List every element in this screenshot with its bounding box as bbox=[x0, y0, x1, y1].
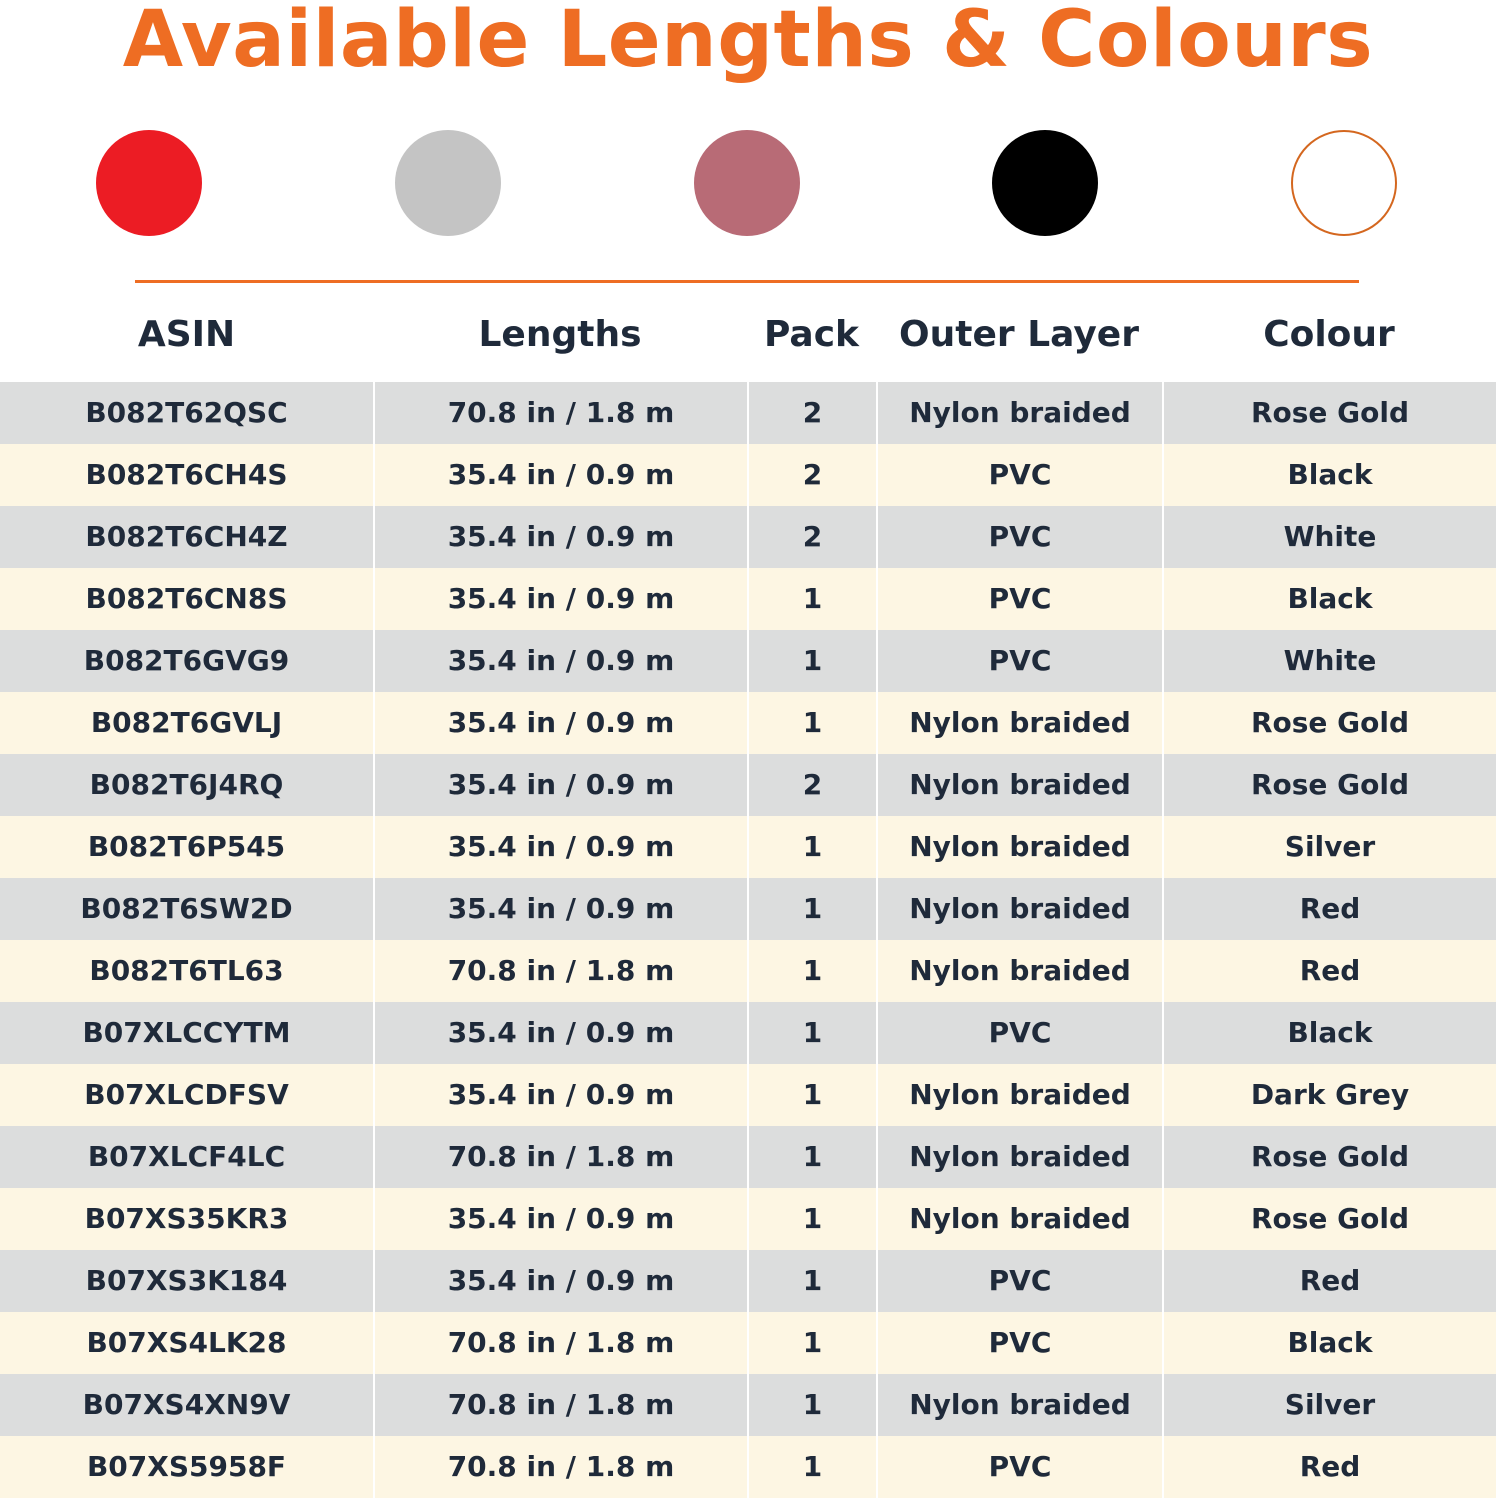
cell-colour: Rose Gold bbox=[1162, 1188, 1496, 1250]
cell-colour: Black bbox=[1162, 444, 1496, 506]
header-lengths: Lengths bbox=[478, 314, 642, 355]
header-outer-layer: Outer Layer bbox=[899, 314, 1139, 355]
header-colour: Colour bbox=[1263, 314, 1395, 355]
cell-outer-layer: PVC bbox=[876, 1250, 1162, 1312]
cell-colour: Silver bbox=[1162, 816, 1496, 878]
cell-lengths: 70.8 in / 1.8 m bbox=[373, 382, 747, 444]
cell-outer-layer: Nylon braided bbox=[876, 382, 1162, 444]
cell-asin: B07XS4XN9V bbox=[82, 1388, 291, 1421]
table-row bbox=[0, 444, 1496, 506]
cell-outer-layer: Nylon braided bbox=[876, 1064, 1162, 1126]
cell-asin: B07XS4LK28 bbox=[86, 1326, 287, 1359]
cell-outer-layer: Nylon braided bbox=[876, 940, 1162, 1002]
cell-lengths: 35.4 in / 0.9 m bbox=[373, 878, 747, 940]
table-row bbox=[0, 1312, 1496, 1374]
cell-lengths: 35.4 in / 0.9 m bbox=[373, 1002, 747, 1064]
swatch-white bbox=[1291, 130, 1397, 236]
table-row bbox=[0, 1126, 1496, 1188]
header-pack: Pack bbox=[764, 314, 859, 355]
cell-colour: Silver bbox=[1162, 1374, 1496, 1436]
table-row bbox=[0, 754, 1496, 816]
cell-asin: B07XS5958F bbox=[86, 1450, 287, 1483]
header-asin: ASIN bbox=[137, 314, 236, 355]
cell-lengths: 35.4 in / 0.9 m bbox=[373, 630, 747, 692]
cell-pack: 1 bbox=[747, 1126, 876, 1188]
product-table bbox=[0, 382, 1496, 1498]
cell-outer-layer: PVC bbox=[876, 1436, 1162, 1498]
cell-colour: White bbox=[1162, 506, 1496, 568]
cell-pack: 2 bbox=[747, 754, 876, 816]
cell-asin: B07XLCF4LC bbox=[87, 1140, 286, 1173]
cell-asin: B07XLCCYTM bbox=[82, 1016, 291, 1049]
cell-pack: 2 bbox=[747, 506, 876, 568]
cell-colour: Black bbox=[1162, 1312, 1496, 1374]
cell-outer-layer: Nylon braided bbox=[876, 692, 1162, 754]
table-row bbox=[0, 568, 1496, 630]
cell-asin: B07XS3K184 bbox=[85, 1264, 288, 1297]
cell-pack: 1 bbox=[747, 1188, 876, 1250]
page-title: Available Lengths & Colours bbox=[122, 0, 1374, 85]
cell-pack: 1 bbox=[747, 1250, 876, 1312]
cell-pack: 1 bbox=[747, 816, 876, 878]
cell-pack: 2 bbox=[747, 382, 876, 444]
table-row bbox=[0, 1002, 1496, 1064]
cell-asin: B082T6CH4Z bbox=[85, 520, 288, 553]
cell-asin: B082T6GVG9 bbox=[83, 644, 290, 677]
cell-outer-layer: Nylon braided bbox=[876, 878, 1162, 940]
cell-outer-layer: PVC bbox=[876, 444, 1162, 506]
table-row bbox=[0, 506, 1496, 568]
table-row bbox=[0, 630, 1496, 692]
table-row bbox=[0, 1374, 1496, 1436]
table-row bbox=[0, 878, 1496, 940]
cell-pack: 2 bbox=[747, 444, 876, 506]
cell-colour: Rose Gold bbox=[1162, 754, 1496, 816]
cell-outer-layer: PVC bbox=[876, 568, 1162, 630]
cell-asin: B082T6CH4S bbox=[85, 458, 288, 491]
cell-lengths: 35.4 in / 0.9 m bbox=[373, 568, 747, 630]
cell-colour: White bbox=[1162, 630, 1496, 692]
cell-asin: B082T6TL63 bbox=[89, 954, 284, 987]
table-row bbox=[0, 1188, 1496, 1250]
cell-pack: 1 bbox=[747, 1064, 876, 1126]
cell-lengths: 70.8 in / 1.8 m bbox=[373, 1436, 747, 1498]
cell-colour: Red bbox=[1162, 1250, 1496, 1312]
cell-outer-layer: PVC bbox=[876, 1002, 1162, 1064]
cell-lengths: 35.4 in / 0.9 m bbox=[373, 1250, 747, 1312]
cell-colour: Red bbox=[1162, 878, 1496, 940]
table-row bbox=[0, 1436, 1496, 1498]
cell-lengths: 35.4 in / 0.9 m bbox=[373, 816, 747, 878]
cell-lengths: 35.4 in / 0.9 m bbox=[373, 754, 747, 816]
cell-lengths: 70.8 in / 1.8 m bbox=[373, 1374, 747, 1436]
cell-pack: 1 bbox=[747, 692, 876, 754]
cell-colour: Black bbox=[1162, 1002, 1496, 1064]
cell-asin: B082T6SW2D bbox=[80, 892, 293, 925]
cell-pack: 1 bbox=[747, 940, 876, 1002]
cell-pack: 1 bbox=[747, 1002, 876, 1064]
swatch-black bbox=[992, 130, 1098, 236]
cell-outer-layer: Nylon braided bbox=[876, 754, 1162, 816]
cell-lengths: 35.4 in / 0.9 m bbox=[373, 1188, 747, 1250]
cell-pack: 1 bbox=[747, 1374, 876, 1436]
table-header bbox=[0, 305, 1496, 365]
colour-swatches bbox=[0, 130, 1496, 236]
cell-outer-layer: PVC bbox=[876, 506, 1162, 568]
cell-asin: B082T6GVLJ bbox=[90, 706, 283, 739]
cell-asin: B07XLCDFSV bbox=[84, 1078, 289, 1111]
cell-colour: Rose Gold bbox=[1162, 1126, 1496, 1188]
divider bbox=[135, 280, 1359, 283]
cell-pack: 1 bbox=[747, 1436, 876, 1498]
cell-asin: B082T62QSC bbox=[85, 396, 288, 429]
cell-lengths: 70.8 in / 1.8 m bbox=[373, 940, 747, 1002]
cell-colour: Rose Gold bbox=[1162, 382, 1496, 444]
table-row bbox=[0, 1064, 1496, 1126]
cell-lengths: 70.8 in / 1.8 m bbox=[373, 1126, 747, 1188]
cell-asin: B082T6CN8S bbox=[85, 582, 288, 615]
cell-outer-layer: Nylon braided bbox=[876, 816, 1162, 878]
cell-asin: B082T6P545 bbox=[87, 830, 286, 863]
cell-colour: Dark Grey bbox=[1162, 1064, 1496, 1126]
cell-outer-layer: Nylon braided bbox=[876, 1188, 1162, 1250]
swatch-rose-gold bbox=[694, 130, 800, 236]
cell-colour: Black bbox=[1162, 568, 1496, 630]
swatch-silver bbox=[395, 130, 501, 236]
cell-outer-layer: PVC bbox=[876, 630, 1162, 692]
table-row bbox=[0, 1250, 1496, 1312]
table-row bbox=[0, 382, 1496, 444]
cell-asin: B082T6J4RQ bbox=[89, 768, 284, 801]
table-row bbox=[0, 940, 1496, 1002]
cell-pack: 1 bbox=[747, 630, 876, 692]
cell-lengths: 35.4 in / 0.9 m bbox=[373, 506, 747, 568]
table-row bbox=[0, 692, 1496, 754]
cell-lengths: 70.8 in / 1.8 m bbox=[373, 1312, 747, 1374]
swatch-red bbox=[96, 130, 202, 236]
cell-lengths: 35.4 in / 0.9 m bbox=[373, 692, 747, 754]
cell-pack: 1 bbox=[747, 878, 876, 940]
cell-outer-layer: Nylon braided bbox=[876, 1374, 1162, 1436]
cell-asin: B07XS35KR3 bbox=[84, 1202, 289, 1235]
cell-colour: Red bbox=[1162, 1436, 1496, 1498]
table-row bbox=[0, 816, 1496, 878]
cell-outer-layer: Nylon braided bbox=[876, 1126, 1162, 1188]
cell-pack: 1 bbox=[747, 1312, 876, 1374]
cell-outer-layer: PVC bbox=[876, 1312, 1162, 1374]
cell-lengths: 35.4 in / 0.9 m bbox=[373, 444, 747, 506]
cell-colour: Rose Gold bbox=[1162, 692, 1496, 754]
cell-pack: 1 bbox=[747, 568, 876, 630]
cell-colour: Red bbox=[1162, 940, 1496, 1002]
cell-lengths: 35.4 in / 0.9 m bbox=[373, 1064, 747, 1126]
